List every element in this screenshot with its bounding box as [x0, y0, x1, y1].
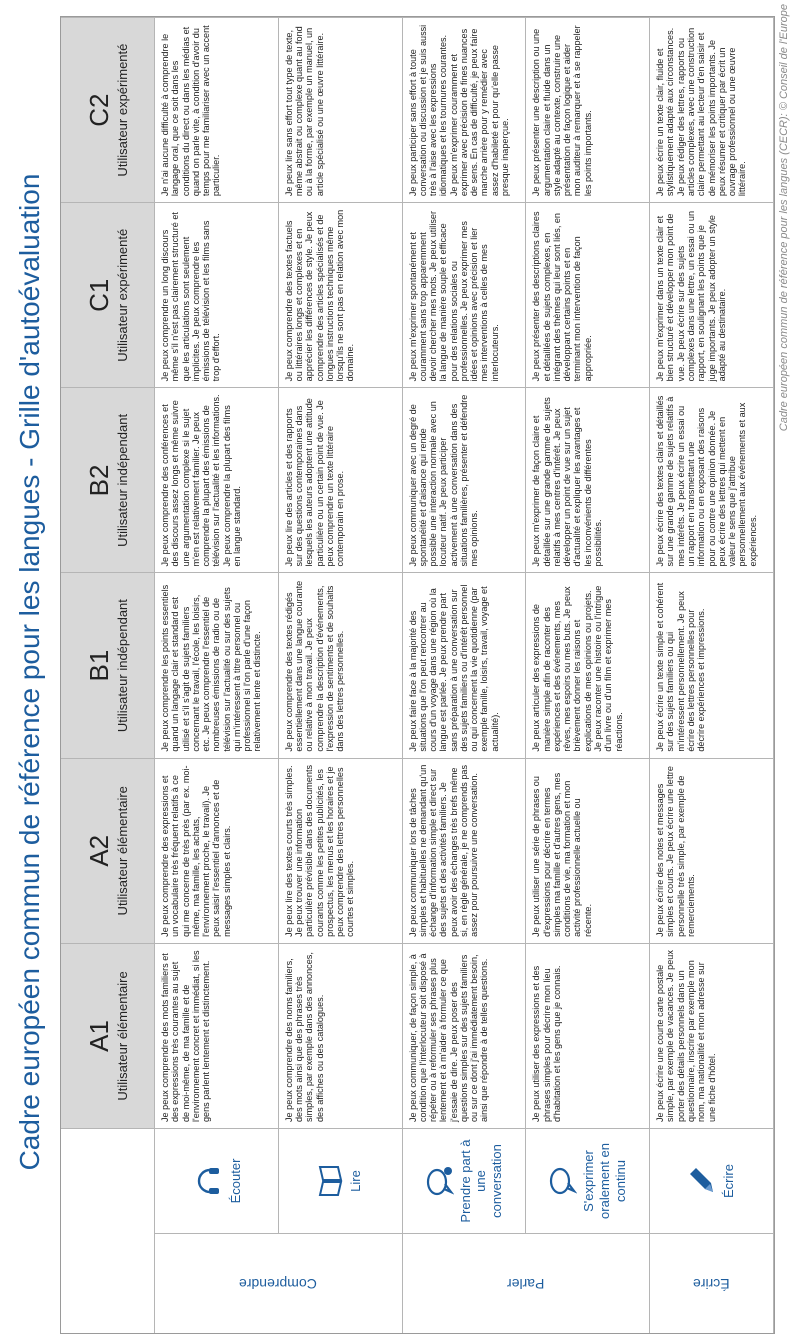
- book-icon: [316, 1164, 344, 1198]
- descriptor-ecrire-c1: Je peux m'exprimer dans un texte clair et bien structuré et développer mon point de vue. Je peux écrire sur des sujets complexes dans une lettre, un essai ou un rapport, en soulignant les points que je juge importants. Je peux adopter un style adapté au destinataire.: [650, 202, 774, 387]
- skill-label: Lire: [348, 1170, 364, 1192]
- descriptor-oral-continu-a1: Je peux utiliser des expressions et des phrases simples pour décrire mon lieu d'habitation et les gens que je connais.: [526, 943, 650, 1128]
- level-label: Utilisateur élémentaire: [115, 971, 131, 1101]
- descriptor-oral-continu-b2: Je peux m'exprimer de façon claire et détaillée sur une grande gamme de sujets relatifs à mes centres d'intérêt. Je peux développer un point de vue sur un sujet d'actualité et expliquer les avantages et les inconvénients de différentes possibilités.: [526, 387, 650, 572]
- pen-icon: [687, 1164, 717, 1198]
- page-title: Cadre européen commun de référence pour les langues - Grille d'autoévaluation: [14, 173, 45, 1171]
- descriptor-ecouter-c2: Je n'ai aucune difficulté à comprendre le langage oral, que ce soit dans les conditions du direct ou dans les médias et quand on parle vite, à condition d'avoir du temps pour me familiariser avec un accent particulier.: [155, 17, 279, 202]
- skill-ecrire: [650, 1128, 774, 1233]
- skill-oral-continu: [526, 1128, 650, 1233]
- skill-lire: [279, 1128, 403, 1233]
- skill-label: Écouter: [227, 1158, 243, 1204]
- self-assessment-grid: [60, 16, 775, 1334]
- speech-bubble-icon: [424, 1164, 454, 1198]
- descriptor-oral-continu-c2: Je peux présenter une description ou une argumentation claire et fluide dans un style adapté au contexte, construire une présentation de façon logique et aider mon auditeur à remarquer et à se rappeler les points importants.: [526, 17, 650, 202]
- descriptor-lire-b2: Je peux lire des articles et des rapports sur des questions contemporaines dans lesquels les auteurs adoptent une attitude particulière ou un certain point de vue. Je peux comprendre un texte littéraire contemporain en prose.: [279, 387, 403, 572]
- descriptor-conversation-b2: Je peux communiquer avec un degré de spontanéité et d'aisance qui rende possible une interaction normale avec un locuteur natif. Je peux participer activement à une conversation dans des situations familières, présenter et défendre mes opinions.: [403, 387, 527, 572]
- headphones-icon: [190, 1164, 224, 1198]
- category-parler: [403, 1233, 651, 1333]
- category-label: Écrire: [693, 1276, 730, 1293]
- descriptor-ecouter-b2: Je peux comprendre des conférences et des discours assez longs et même suivre une argumentation complexe si le sujet m'en est relativement familier. Je peux comprendre la plupart des émissions de télévision sur l'actualité et les informations. Je peux comprendre la plupart des films en langue standard.: [155, 387, 279, 572]
- level-header-c1: [61, 202, 155, 387]
- descriptor-ecrire-b1: Je peux écrire un texte simple et cohérent sur des sujets familiers ou qui m'intéressent personnellement. Je peux écrire des lettres personnelles pour décrire expériences et impressions.: [650, 573, 774, 758]
- descriptor-lire-b1: Je peux comprendre des textes rédigés essentiellement dans une langue courante ou relative à mon travail. Je peux comprendre la description d'événements, l'expression de sentiments et de souhaits dans des lettres personnelles.: [279, 573, 403, 758]
- skill-label: S'exprimer oralement en continu: [581, 1143, 628, 1219]
- category-label: Comprendre: [239, 1276, 318, 1293]
- skill-label: Prendre part à une conversation: [457, 1139, 504, 1223]
- descriptor-oral-continu-b1: Je peux articuler des expressions de manière simple afin de raconter des expériences et des événements, mes rêves, mes espoirs ou mes buts. Je peux brièvement donner les raisons et explications de mes opinions ou projets. Je peux raconter une histoire ou l'intrigue d'un livre ou d'un film et exprimer mes réactions.: [526, 573, 650, 758]
- speech-bubble-icon: [547, 1164, 577, 1198]
- copyright-footer: Cadre européen commun de référence pour les langues (CECR): © Conseil de l'Europe: [778, 4, 790, 432]
- level-code: B1: [84, 649, 115, 682]
- level-code: A1: [84, 1020, 115, 1052]
- descriptor-ecouter-a1: Je peux comprendre des mots familiers et des expressions très courantes au sujet de moi-même, de ma famille et de l'environnement concret et immédiat, si les gens parlent lentement et distinctement.: [155, 943, 279, 1128]
- level-header-a1: [61, 943, 155, 1128]
- level-header-c2: [61, 17, 155, 202]
- descriptor-conversation-b1: Je peux faire face à la majorité des situations que l'on peut rencontrer au cours d'un voyage dans une région où la langue est parlée. Je peux prendre part sans préparation à une conversation sur des sujets familiers ou d'intérêt personnel ou qui concernent la vie quotidienne (par exemple famille, loisirs, travail, voyage et actualité).: [403, 573, 527, 758]
- descriptor-ecouter-b1: Je peux comprendre les points essentiels quand un langage clair et standard est utilisé et s'il s'agit de sujets familiers concernant le travail, l'école, les loisirs, etc. Je peux comprendre l'essentiel de nombreuses émissions de radio ou de télévision sur l'actualité ou sur des sujets qui m'intéressent à titre personnel ou professionnel si l'on parle d'une façon relativement lente et distincte.: [155, 573, 279, 758]
- level-header-a2: [61, 758, 155, 943]
- descriptor-conversation-c1: Je peux m'exprimer spontanément et couramment sans trop apparemment devoir chercher mes mots. Je peux utiliser la langue de manière souple et efficace pour des relations sociales ou professionnelles. Je peux exprimer mes idées et opinions avec précision et lier mes interventions à celles de mes interlocuteurs.: [403, 202, 527, 387]
- descriptor-ecrire-b2: Je peux écrire des textes clairs et détaillés sur une grande gamme de sujets relatifs à mes intérêts. Je peux écrire un essai ou un rapport en transmettant une information ou en exposant des raisons pour ou contre une opinion donnée. Je peux écrire des lettres qui mettent en valeur le sens que j'attribue personnellement aux événements et aux expériences.: [650, 387, 774, 572]
- skill-ecouter: [155, 1128, 279, 1233]
- descriptor-oral-continu-a2: Je peux utiliser une série de phrases ou d'expressions pour décrire en termes simples ma famille et d'autres gens, mes conditions de vie, ma formation et mon activité professionnelle actuelle ou récente.: [526, 758, 650, 943]
- descriptor-ecrire-c2: Je peux écrire un texte clair, fluide et stylistiquement adapté aux circonstances. Je peux rédiger des lettres, rapports ou articles complexes, avec une construction claire permettant au lecteur d'en saisir et de mémoriser les points importants. Je peux résumer et critiquer par écrit un ouvrage professionnel ou une œuvre littéraire.: [650, 17, 774, 202]
- descriptor-ecouter-c1: Je peux comprendre un long discours même s'il n'est pas clairement structuré et que les articulations sont seulement implicites. Je peux comprendre les émissions de télévision et les films sans trop d'effort.: [155, 202, 279, 387]
- descriptor-lire-c2: Je peux lire sans effort tout type de texte, même abstrait ou complexe quant au fond ou à la forme, par exemple un manuel, un article spécialisé ou une œuvre littéraire.: [279, 17, 403, 202]
- header-corner: [61, 1128, 155, 1333]
- level-code: A2: [84, 834, 115, 867]
- descriptor-lire-a2: Je peux lire des textes courts très simples. Je peux trouver une information particulière prévisible dans des documents courants comme les petites publicités, les prospectus, les menus et les horaires et je peux comprendre des lettres personnelles courtes et simples.: [279, 758, 403, 943]
- descriptor-lire-a1: Je peux comprendre des noms familiers, des mots ainsi que des phrases très simples, par exemple dans des annonces, des affiches ou des catalogues.: [279, 943, 403, 1128]
- descriptor-conversation-c2: Je peux participer sans effort à toute conversation ou discussion et je suis aussi très à l'aise avec les expressions idiomatiques et les tournures courantes. Je peux m'exprimer couramment et exprimer avec précision de fines nuances de sens. En cas de difficulté, je peux faire marche arrière pour y remédier avec assez d'habileté et pour qu'elle passe presque inaperçue.: [403, 17, 527, 202]
- descriptor-conversation-a1: Je peux communiquer, de façon simple, à condition que l'interlocuteur soit disposé à répéter ou à reformuler ses phrases plus lentement et à m'aider à formuler ce que j'essaie de dire. Je peux poser des questions simples sur des sujets familiers ou sur ce dont j'ai immédiatement besoin, ainsi que répondre à de telles questions.: [403, 943, 527, 1128]
- level-label: Utilisateur expérimenté: [115, 43, 131, 177]
- category-label: Parler: [507, 1276, 545, 1293]
- level-code: C2: [84, 93, 115, 127]
- descriptor-ecouter-a2: Je peux comprendre des expressions et un vocabulaire très fréquent relatifs à ce qui me concerne de très près (par ex. moi-même, ma famille, les achats, l'environnement proche, le travail). Je peux saisir l'essentiel d'annonces et de messages simples et clairs.: [155, 758, 279, 943]
- category-ecrire: [650, 1233, 774, 1333]
- category-comprendre: [155, 1233, 403, 1333]
- descriptor-lire-c1: Je peux comprendre des textes factuels ou littéraires longs et complexes et en apprécier les différences de style. Je peux comprendre des articles spécialisés et de longues instructions techniques même lorsqu'ils ne sont pas en relation avec mon domaine.: [279, 202, 403, 387]
- level-header-b1: [61, 573, 155, 758]
- skill-label: Écrire: [720, 1164, 736, 1198]
- level-code: C1: [84, 278, 115, 312]
- skill-conversation: [403, 1128, 527, 1233]
- descriptor-ecrire-a1: Je peux écrire une courte carte postale simple, par exemple de vacances. Je peux porter des détails personnels dans un questionnaire, inscrire par exemple mon nom, ma nationalité et mon adresse sur une fiche d'hôtel.: [650, 943, 774, 1128]
- descriptor-conversation-a2: Je peux communiquer lors de tâches simples et habituelles ne demandant qu'un échange d'information simple et direct sur des sujets et des activités familiers. Je peux avoir des échanges très brefs même si, en règle générale, je ne comprends pas assez pour poursuivre une conversation.: [403, 758, 527, 943]
- level-label: Utilisateur élémentaire: [115, 786, 131, 916]
- level-label: Utilisateur indépendant: [115, 413, 131, 547]
- level-label: Utilisateur indépendant: [115, 599, 131, 733]
- level-label: Utilisateur expérimenté: [115, 228, 131, 362]
- descriptor-ecrire-a2: Je peux écrire des notes et messages simples et courts. Je peux écrire une lettre personnelle très simple, par exemple de remerciements.: [650, 758, 774, 943]
- descriptor-oral-continu-c1: Je peux présenter des descriptions claires et détaillées de sujets complexes, en intégrant des thèmes qui leur sont liés, en développant certains points et en terminant mon intervention de façon appropriée.: [526, 202, 650, 387]
- level-code: B2: [84, 464, 115, 497]
- level-header-b2: [61, 387, 155, 572]
